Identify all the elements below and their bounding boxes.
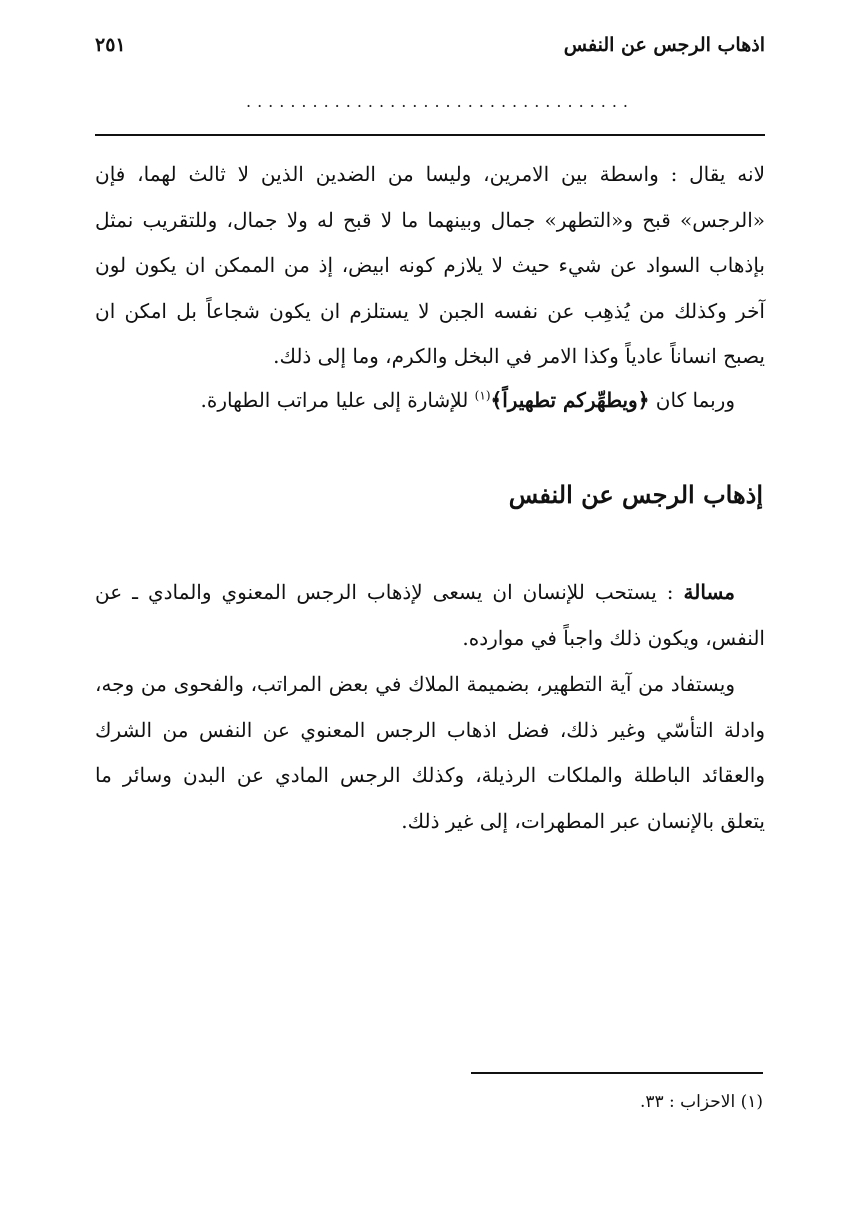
paragraph-2 — [95, 378, 765, 424]
running-head — [95, 34, 765, 64]
paragraph-1: لانه يقال : واسطة بين الامرين، وليسا من الضدين الذين لا ثالث لهما، فإن «الرجس» قبح و«التطهر» جمال وبينهما ما لا قبح له ولا جمال، وللتقريب نمثل بإذهاب السواد عن شيء حيث لا يلازم كونه ابيض، إذ من الممكن ان يكون لون آخر وكذلك من يُذهِب عن نفسه الجبن لا يستلزم ان يكون شجاعاً بل امكن ان يصبح انساناً عادياً وكذا الامر في البخل والكرم، وما إلى ذلك. — [95, 162, 765, 368]
masala-text: : يستحب للإنسان ان يسعى لإذهاب الرجس المعنوي والمادي ـ عن النفس، ويكون ذلك واجباً في موارده. — [95, 580, 765, 650]
paragraph-continuation — [95, 152, 765, 380]
masala-paragraph — [95, 570, 765, 661]
header-rule — [95, 134, 765, 136]
masala-block — [95, 570, 765, 661]
paragraph-verse — [95, 378, 765, 424]
section-heading: إذهاب الرجس عن النفس — [508, 480, 763, 509]
paragraph-tathir — [95, 662, 765, 844]
page-number: ٢٥١ — [95, 34, 126, 56]
dotted-separator: ................................... — [245, 92, 634, 111]
paragraph-2-before: وربما كان — [655, 388, 735, 412]
running-title: اذهاب الرجس عن النفس — [563, 34, 765, 56]
footnote-rule — [471, 1072, 763, 1074]
footnote-reference: (١) — [474, 388, 491, 403]
quran-verse: ﴿ويطهِّركم تطهيراً﴾ — [490, 388, 650, 412]
masala-label: مسالة — [683, 580, 736, 604]
paragraph-4: ويستفاد من آية التطهير، بضميمة الملاك في بعض المراتب، والفحوى من وجه، وادلة التأسّي وغير ذلك، فضل اذهاب الرجس المعنوي عن النفس من الشرك والعقائد الباطلة والملكات الرذيلة، وكذلك الرجس المادي عن البدن وسائر ما يتعلق بالإنسان عبر المطهرات، إلى غير ذلك. — [95, 672, 765, 833]
footnote-1: (١) الاحزاب : ٣٣. — [639, 1092, 763, 1112]
paragraph-2-after: للإشارة إلى عليا مراتب الطهارة. — [200, 388, 469, 412]
